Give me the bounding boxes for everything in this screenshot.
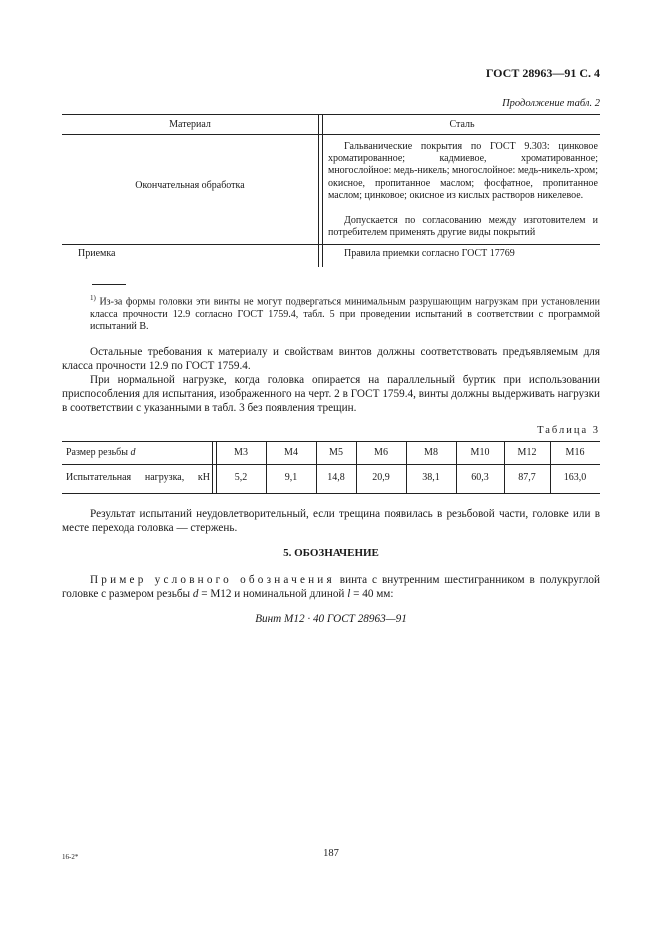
size-cell: M5 xyxy=(329,447,343,458)
cell-coatings: Гальванические покрытия по ГОСТ 9.303: цинковое хроматированное; кадмиевое, хроматированное; многослойное: медь-никель; многослойное: медь-никель-хром; окисное, пропитанное маслом; фосфатное, пропитанное маслом; цинковое; окисное из кислых растворов никелевое. xyxy=(328,141,598,201)
load-cell: 87,7 xyxy=(518,472,536,483)
load-cell: 14,8 xyxy=(327,472,345,483)
footnote-text: Из-за формы головки эти винты не могут подвергаться минимальным разрушающим нагрузкам при установлении класса прочности 12.9 согласно ГОСТ 1759.4, табл. 5 при проведении испытаний в соответствии с программой испытаний В. xyxy=(90,296,601,333)
table-3 xyxy=(62,441,600,493)
column-header-steel: Сталь xyxy=(449,119,475,130)
sheet-mark: 16-2* xyxy=(62,853,79,861)
load-cell: 5,2 xyxy=(234,472,248,483)
load-cell: 20,9 xyxy=(372,472,390,483)
row-label-thread-size: Размер резьбы d xyxy=(66,447,136,458)
row-label-acceptance: Приемка xyxy=(78,248,116,259)
paragraph-normal-load: При нормальной нагрузке, когда головка опирается на параллельный буртик при использовании приспособления для испытания, изображенного на черт. 2 в ГОСТ 1759.4, винты должны выдерживать нагрузки в соответствии с указанными в табл. 3 без появления трещин. xyxy=(62,374,600,414)
footnote-rule xyxy=(92,284,126,285)
load-cell: 60,3 xyxy=(471,472,489,483)
load-cell: 9,1 xyxy=(284,472,298,483)
table-3-title: Таблица 3 xyxy=(537,425,600,436)
document-id: ГОСТ 28963—91 С. 4 xyxy=(485,66,600,80)
section-title: 5. ОБОЗНАЧЕНИЕ xyxy=(283,547,379,559)
column-header-material: Материал xyxy=(169,119,211,130)
paragraph-test-result: Результат испытаний неудовлетворительный, если трещина появилась в резьбовой части, головке или в месте перехода головка — стержень. xyxy=(62,508,600,534)
load-cell: 163,0 xyxy=(563,472,587,483)
size-cell: M4 xyxy=(284,447,298,458)
size-cell: M12 xyxy=(517,447,537,458)
size-cell: M8 xyxy=(424,447,438,458)
footnote-marker: 1) xyxy=(90,294,96,302)
cell-acceptance: Правила приемки согласно ГОСТ 17769 xyxy=(344,248,515,259)
page-number: 187 xyxy=(323,848,339,859)
size-cell: M10 xyxy=(470,447,490,458)
paragraph-designation-example: Пример условного обозначения винта с внутренним шестигранником в полукруглой головке с размером резьбы d = М12 и номинальной длиной l = 40 мм: xyxy=(62,574,600,600)
row-label-test-load: Испытательная нагрузка, кН xyxy=(66,472,210,483)
table-2-continuation xyxy=(62,114,600,267)
size-cell: M6 xyxy=(374,447,388,458)
designation-example: Винт М12 · 40 ГОСТ 28963—91 xyxy=(255,613,407,625)
cell-coatings-note: Допускается по согласованию между изготовителем и потребителем применять другие виды покрытий xyxy=(328,215,598,239)
row-label-final-treatment: Окончательная обработка xyxy=(135,180,245,191)
table-continuation-note: Продолжение табл. 2 xyxy=(502,98,600,109)
load-cell: 38,1 xyxy=(422,472,440,483)
size-cell: M3 xyxy=(234,447,248,458)
footnote xyxy=(62,292,600,334)
size-cell: M16 xyxy=(565,447,585,458)
paragraph-material-requirements: Остальные требования к материалу и свойствам винтов должны соответствовать предъявляемым для класса прочности 12.9 по ГОСТ 1759.4. xyxy=(62,346,600,372)
